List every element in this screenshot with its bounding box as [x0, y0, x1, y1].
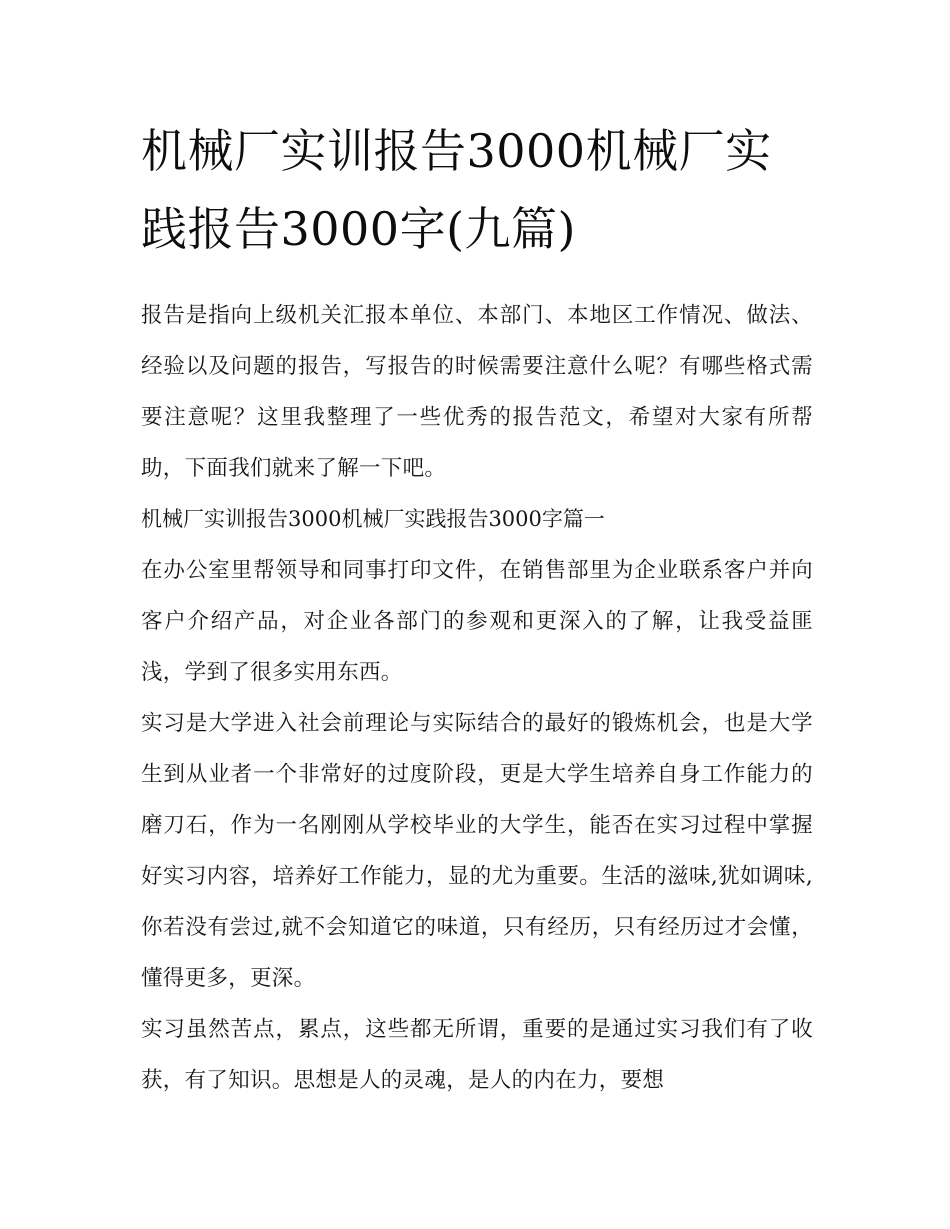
document-content [141, 112, 813, 1106]
intro-paragraph: 报告是指向上级机关汇报本单位、本部门、本地区工作情况、做法、经验以及问题的报告，写报告的时候需要注意什么呢？有哪些格式需要注意呢？这里我整理了一些优秀的报告范文，希望对大家有所帮助，下面我们就来了解一下吧。 [141, 303, 813, 481]
body-paragraph-2: 实习是大学进入社会前理论与实际结合的最好的锻炼机会，也是大学生到从业者一个非常好的过度阶段，更是大学生培养自身工作能力的磨刀石，作为一名刚刚从学校毕业的大学生，能否在实习过程中掌握好实习内容，培养好工作能力，显的尤为重要。生活的滋味,犹如调味,你若没有尝过,就不会知道它的味道，只有经历，只有经历过才会懂，懂得更多，更深。 [141, 711, 813, 991]
document-body [141, 290, 813, 1106]
body-paragraph-1: 在办公室里帮领导和同事打印文件，在销售部里为企业联系客户并向客户介绍产品，对企业各部门的参观和更深入的了解，让我受益匪浅，学到了很多实用东西。 [141, 558, 813, 685]
section-heading: 机械厂实训报告3000机械厂实践报告3000字篇一 [141, 507, 605, 531]
body-paragraph-3: 实习虽然苦点，累点，这些都无所谓，重要的是通过实习我们有了收获，有了知识。思想是人的灵魂，是人的内在力，要想 [141, 1017, 813, 1093]
document-title: 机械厂实训报告3000机械厂实践报告3000字(九篇) [141, 124, 772, 256]
